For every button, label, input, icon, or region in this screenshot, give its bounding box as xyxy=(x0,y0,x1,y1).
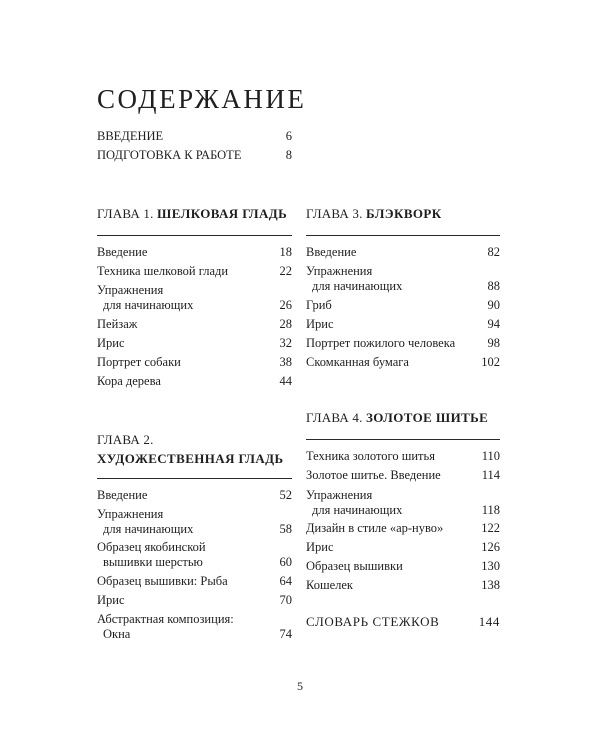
toc-entry-label-line2: для начинающих xyxy=(103,298,194,312)
toc-entry-label: Техника шелковой глади xyxy=(97,264,229,278)
toc-entry-label: СЛОВАРЬ СТЕЖКОВ xyxy=(306,614,440,629)
toc-entry-label-line1: Абстрактная композиция: xyxy=(97,612,234,626)
toc-entry-label: Кошелек xyxy=(306,578,353,592)
toc-entry[interactable] xyxy=(97,540,292,570)
toc-entry-label-line1: Образец якобинской xyxy=(97,540,206,554)
chapter-name: ШЕЛКОВАЯ ГЛАДЬ xyxy=(157,206,288,221)
toc-entry-label xyxy=(306,264,402,294)
toc-entry[interactable] xyxy=(306,317,500,332)
toc-entry-introduction[interactable] xyxy=(97,129,292,144)
toc-entry-page: 130 xyxy=(481,559,500,573)
chapter-name: ХУДОЖЕСТВЕННАЯ ГЛАДЬ xyxy=(97,451,284,466)
toc-entry-label-line1: Упражнения xyxy=(306,488,373,502)
toc-entry[interactable] xyxy=(306,336,500,351)
toc-entry[interactable] xyxy=(97,593,292,608)
toc-entry-page: 8 xyxy=(285,148,292,162)
toc-entry-label-line1: Упражнения xyxy=(97,283,164,297)
toc-entry-page: 82 xyxy=(487,245,500,259)
toc-entry-label: Введение xyxy=(97,245,148,259)
toc-entry[interactable] xyxy=(97,574,292,589)
toc-entry-page: 110 xyxy=(481,449,500,463)
chapter-prefix: ГЛАВА 2. xyxy=(97,432,154,447)
toc-entry-label: Введение xyxy=(97,488,148,502)
toc-entry-page: 52 xyxy=(279,488,292,502)
toc-entry-page: 58 xyxy=(279,522,292,536)
toc-entry-label: Введение xyxy=(306,245,357,259)
page-title: СОДЕРЖАНИЕ xyxy=(97,84,307,114)
toc-entry-page: 60 xyxy=(279,555,292,569)
toc-entry-page: 122 xyxy=(481,521,500,535)
toc-entry-label xyxy=(97,507,193,537)
toc-entry-label xyxy=(97,540,206,570)
toc-entry-label: Дизайн в стиле «ар-нуво» xyxy=(306,521,444,535)
toc-entry-label: Скомканная бумага xyxy=(306,355,409,369)
toc-entry-label: Портрет собаки xyxy=(97,355,181,369)
toc-entry[interactable] xyxy=(306,449,500,464)
chapter-1-heading xyxy=(97,206,287,222)
toc-entry-page: 28 xyxy=(279,317,292,331)
chapter-3-rule xyxy=(306,235,500,236)
toc-entry-page: 64 xyxy=(279,574,292,588)
toc-entry-label-line2: для начинающих xyxy=(103,522,194,536)
toc-entry[interactable] xyxy=(97,264,292,279)
chapter-prefix: ГЛАВА 3. xyxy=(306,206,363,221)
toc-entry-page: 90 xyxy=(487,298,500,312)
toc-entry[interactable] xyxy=(97,374,292,389)
toc-entry-page: 6 xyxy=(285,129,292,143)
chapter-name: БЛЭКВОРК xyxy=(366,206,442,221)
toc-entry-page: 118 xyxy=(481,503,500,517)
toc-entry-page: 74 xyxy=(279,627,292,641)
toc-entry[interactable] xyxy=(97,488,292,503)
toc-entry-page: 32 xyxy=(279,336,292,350)
toc-entry[interactable] xyxy=(97,355,292,370)
toc-entry-label: Кора дерева xyxy=(97,374,161,388)
toc-entry-label: Техника золотого шитья xyxy=(306,449,435,463)
toc-entry-label: Золотое шитье. Введение xyxy=(306,468,441,482)
chapter-3-heading xyxy=(306,206,442,222)
toc-entry-label: Портрет пожилого человека xyxy=(306,336,456,350)
toc-entry-label: Ирис xyxy=(97,593,125,607)
toc-entry[interactable] xyxy=(306,521,500,536)
toc-entry[interactable] xyxy=(306,245,500,260)
toc-entry-page: 138 xyxy=(481,578,500,592)
toc-entry[interactable] xyxy=(306,578,500,593)
toc-entry[interactable] xyxy=(306,264,500,294)
toc-entry-label-line1: Упражнения xyxy=(97,507,164,521)
toc-entry-label: Образец вышивки: Рыба xyxy=(97,574,228,588)
toc-entry-page: 22 xyxy=(279,264,292,278)
toc-entry-label-line2: для начинающих xyxy=(312,503,403,517)
toc-entry[interactable] xyxy=(97,245,292,260)
toc-entry-label-line2: для начинающих xyxy=(312,279,403,293)
chapter-4-rule xyxy=(306,439,500,440)
toc-entry-page: 144 xyxy=(478,614,500,629)
toc-entry-label xyxy=(97,283,193,313)
toc-entry-page: 94 xyxy=(487,317,500,331)
toc-entry[interactable] xyxy=(306,468,500,483)
toc-entry-label: Пейзаж xyxy=(97,317,138,331)
toc-entry-label: Ирис xyxy=(306,317,334,331)
toc-entry-page: 102 xyxy=(481,355,500,369)
toc-entry-preparation[interactable] xyxy=(97,148,292,163)
toc-entry-page: 98 xyxy=(487,336,500,350)
toc-entry[interactable] xyxy=(97,317,292,332)
toc-entry-page: 26 xyxy=(279,298,292,312)
chapter-name: ЗОЛОТОЕ ШИТЬЕ xyxy=(366,410,489,425)
toc-entry-label: ПОДГОТОВКА К РАБОТЕ xyxy=(97,148,242,162)
toc-entry-label-line2: Окна xyxy=(103,627,131,641)
toc-entry-label-line1: Упражнения xyxy=(306,264,373,278)
toc-entry[interactable] xyxy=(306,488,500,518)
toc-entry-label: Гриб xyxy=(306,298,332,312)
toc-entry-label xyxy=(306,488,402,518)
page-number: 5 xyxy=(297,679,303,693)
chapter-4-heading xyxy=(306,410,488,426)
toc-entry-label: Ирис xyxy=(97,336,125,350)
toc-entry-label: Ирис xyxy=(306,540,334,554)
toc-entry-label-line2: вышивки шерстью xyxy=(103,555,203,569)
toc-entry-page: 126 xyxy=(481,540,500,554)
toc-entry[interactable] xyxy=(306,559,500,574)
toc-entry-page: 44 xyxy=(279,374,292,388)
toc-entry-label: Образец вышивки xyxy=(306,559,403,573)
chapter-2-heading xyxy=(97,432,283,467)
toc-entry[interactable] xyxy=(306,355,500,370)
toc-entry[interactable] xyxy=(97,507,292,537)
chapter-prefix: ГЛАВА 4. xyxy=(306,410,363,425)
toc-entry[interactable] xyxy=(97,612,292,642)
toc-entry-label: ВВЕДЕНИЕ xyxy=(97,129,164,143)
toc-entry-page: 18 xyxy=(279,245,292,259)
toc-entry-stitch-dictionary[interactable] xyxy=(306,614,500,630)
chapter-prefix: ГЛАВА 1. xyxy=(97,206,154,221)
chapter-2-rule xyxy=(97,478,292,479)
toc-entry[interactable] xyxy=(97,336,292,351)
toc-entry[interactable] xyxy=(306,540,500,555)
toc-entry[interactable] xyxy=(97,283,292,313)
toc-entry-page: 70 xyxy=(279,593,292,607)
toc-entry-label xyxy=(97,612,234,642)
toc-entry-page: 88 xyxy=(487,279,500,293)
toc-entry-page: 114 xyxy=(481,468,500,482)
toc-entry-page: 38 xyxy=(279,355,292,369)
chapter-1-rule xyxy=(97,235,292,236)
toc-entry[interactable] xyxy=(306,298,500,313)
